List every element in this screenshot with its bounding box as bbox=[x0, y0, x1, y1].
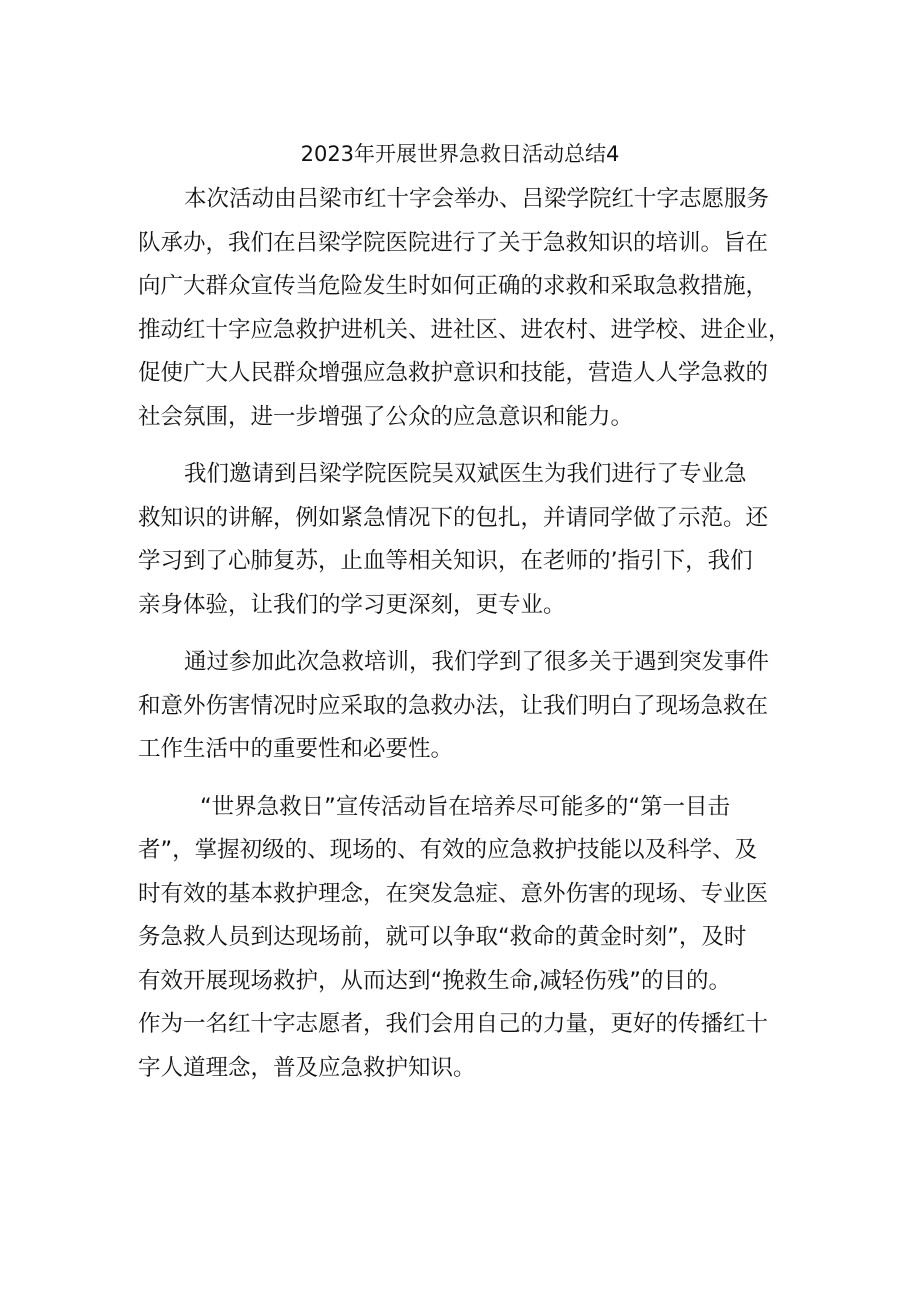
paragraph-line: 通过参加此次急救培训，我们学到了很多关于遇到突发事件 bbox=[184, 649, 770, 675]
paragraph-line: 社会氛围，进一步增强了公众的应急意识和能力。 bbox=[138, 403, 634, 430]
paragraph-line: 有效开展现场救护，从而达到“挽救生命,减轻伤残”的目的。 bbox=[138, 967, 731, 994]
paragraph-line: 推动红十字应急救护进机关、进社区、进农村、进学校、进企业， bbox=[138, 316, 791, 343]
paragraph-line: 工作生活中的重要性和必要性。 bbox=[138, 736, 454, 762]
paragraph-4 bbox=[138, 786, 788, 1091]
paragraph-line: 队承办，我们在吕梁学院医院进行了关于急救知识的培训。旨在 bbox=[138, 229, 769, 256]
paragraph-line: 向广大群众宣传当危险发生时如何正确的求救和采取急救措施， bbox=[138, 273, 769, 299]
paragraph-line: 学习到了心肺复苏，止血等相关知识，在老师的’指引下，我们 bbox=[138, 548, 753, 574]
paragraph-gap bbox=[138, 439, 788, 453]
paragraph-line: 和意外伤害情况时应采取的急救办法，让我们明白了现场急救在 bbox=[138, 692, 769, 719]
paragraph-line: 作为一名红十字志愿者，我们会用自己的力量，更好的传播红十 bbox=[138, 1011, 769, 1037]
paragraph-line: 者”，掌握初级的、现场的、有效的应急救护技能以及科学、及 bbox=[138, 837, 758, 863]
document-body bbox=[138, 178, 791, 1090]
paragraph-line: 促使广大人民群众增强应急救护意识和技能，营造人人学急救的 bbox=[138, 360, 769, 386]
paragraph-line: 我们邀请到吕梁学院医院吴双斌医生为我们进行了专业急 bbox=[184, 461, 747, 487]
paragraph-line: 务急救人员到达现场前，就可以争取“救命的黄金时刻”，及时 bbox=[138, 924, 747, 950]
paragraph-gap bbox=[138, 772, 788, 786]
paragraph-line: 时有效的基本救护理念，在突发急症、意外伤害的现场、专业医 bbox=[138, 880, 769, 907]
paragraph-2 bbox=[138, 453, 788, 627]
paragraph-line: 亲身体验，让我们的学习更深刻，更专业。 bbox=[138, 591, 566, 618]
paragraph-line: 本次活动由吕梁市红十字会举办、吕梁学院红十字志愿服务 bbox=[184, 186, 770, 212]
paragraph-3 bbox=[138, 641, 788, 772]
paragraph-line: 救知识的讲解，例如紧急情况下的包扎，并请同学做了示范。还 bbox=[138, 504, 769, 531]
paragraph-line: 字人道理念，普及应急救护知识。 bbox=[138, 1054, 476, 1081]
paragraph-gap bbox=[138, 627, 788, 641]
document-title: 2023年开展世界急救日活动总结4 bbox=[300, 142, 620, 166]
paragraph-line: “世界急救日”宣传活动旨在培养尽可能多的“第一目击 bbox=[200, 793, 730, 820]
paragraph-1 bbox=[138, 178, 791, 439]
